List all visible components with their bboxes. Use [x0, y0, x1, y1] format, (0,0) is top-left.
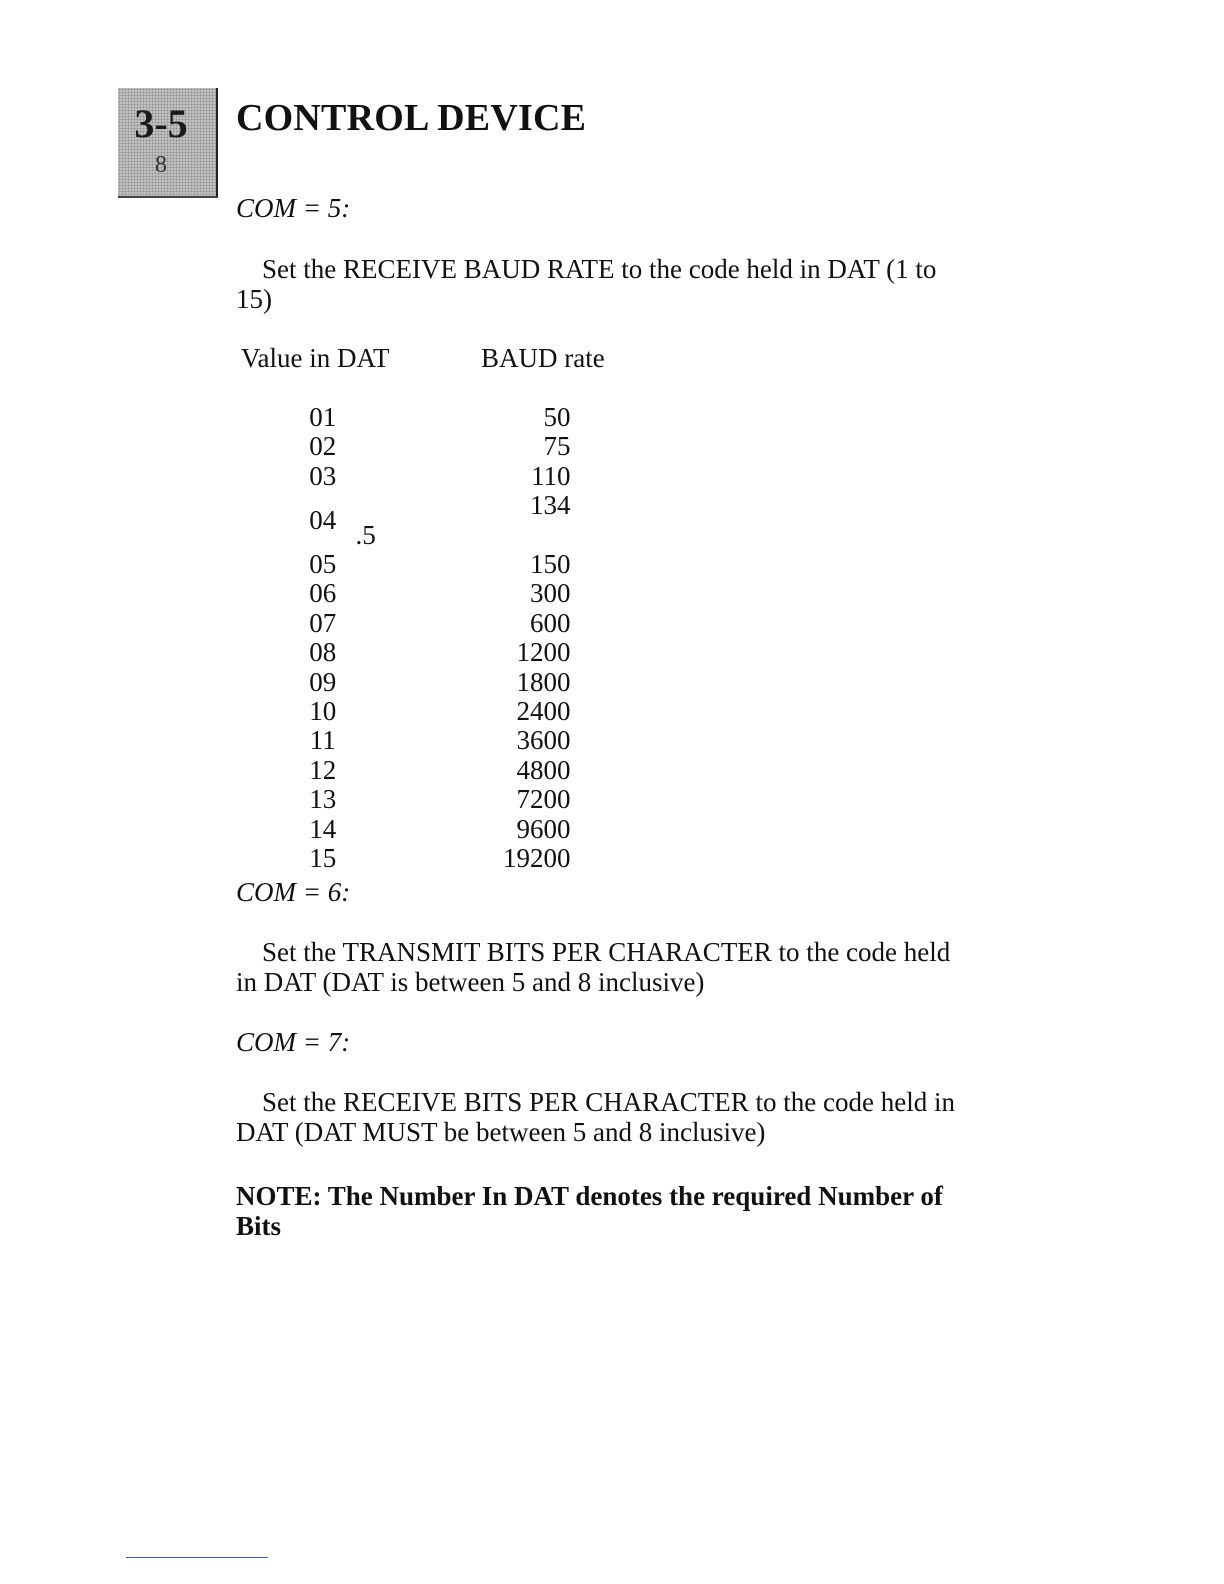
baud-rate-integer: 50	[543, 402, 571, 432]
baud-rate	[355, 403, 590, 432]
baud-rate	[355, 432, 590, 461]
baud-rate	[355, 697, 590, 726]
baud-rate-integer: 300	[529, 578, 571, 609]
baud-rate-integer: 2400	[516, 696, 571, 727]
section-number: 3-5	[134, 101, 188, 146]
com5-label: COM = 5:	[236, 193, 351, 223]
section-tab	[118, 88, 218, 198]
dat-value: 03	[309, 460, 337, 491]
column-header-baud: BAUD rate	[481, 343, 605, 373]
baud-rate	[355, 726, 590, 755]
dat-value: 15	[309, 843, 337, 874]
baud-rate	[355, 579, 590, 608]
baud-rate-integer: 7200	[516, 784, 571, 815]
baud-rate-fraction: .5	[355, 519, 376, 550]
dat-value: 06	[309, 578, 337, 609]
table-row	[290, 815, 590, 844]
baud-rate-table	[290, 403, 590, 874]
dat-value: 12	[309, 754, 337, 785]
table-row	[290, 726, 590, 755]
com6-description: Set the TRANSMIT BITS PER CHARACTER to the code held in DAT (DAT is between 5 and 8 inclusive)	[236, 937, 951, 997]
baud-rate	[355, 491, 590, 550]
note: NOTE: The Number In DAT denotes the required Number of Bits	[236, 1181, 943, 1241]
footer-rule	[126, 1557, 268, 1558]
com7-label: COM = 7:	[236, 1027, 351, 1057]
baud-rate-integer: 110	[530, 460, 571, 491]
baud-rate-integer: 3600	[516, 725, 571, 756]
dat-value: 05	[309, 549, 337, 580]
dat-value: 10	[309, 696, 337, 727]
table-row	[290, 579, 590, 608]
baud-rate-integer: 19200	[502, 843, 571, 874]
dat-value: 13	[309, 784, 337, 815]
baud-rate	[355, 550, 590, 579]
table-row	[290, 403, 590, 432]
table-row	[290, 491, 590, 550]
baud-rate	[355, 668, 590, 697]
table-row	[290, 432, 590, 461]
com5-description: Set the RECEIVE BAUD RATE to the code held in DAT (1 to 15)	[236, 254, 937, 314]
dat-value: 08	[309, 637, 337, 668]
dat-value: 11	[309, 725, 336, 756]
baud-rate	[355, 638, 590, 667]
table-row	[290, 638, 590, 667]
baud-rate	[355, 756, 590, 785]
baud-rate	[355, 844, 590, 873]
baud-rate-integer: 134	[529, 490, 571, 521]
table-row	[290, 844, 590, 873]
baud-rate-integer: 1800	[516, 666, 571, 697]
page-title: CONTROL DEVICE	[236, 97, 587, 139]
table-row	[290, 550, 590, 579]
dat-value: 07	[309, 607, 337, 638]
table-row	[290, 785, 590, 814]
section-subnumber: 8	[155, 152, 167, 178]
baud-rate	[355, 815, 590, 844]
table-row	[290, 462, 590, 491]
table-row	[290, 756, 590, 785]
table-row	[290, 668, 590, 697]
baud-rate-integer: 600	[529, 607, 571, 638]
dat-value: 01	[309, 402, 337, 432]
dat-value: 02	[309, 431, 337, 462]
table-row	[290, 697, 590, 726]
table-row	[290, 609, 590, 638]
baud-rate-integer: 9600	[516, 813, 571, 844]
dat-value: 04	[309, 504, 337, 535]
baud-rate-integer: 150	[529, 549, 571, 580]
baud-rate	[355, 609, 590, 638]
dat-value: 14	[309, 813, 337, 844]
baud-rate-integer: 75	[543, 431, 571, 462]
baud-rate	[355, 462, 590, 491]
com7-description: Set the RECEIVE BITS PER CHARACTER to the code held in DAT (DAT MUST be between 5 and 8 inclusive)	[236, 1087, 955, 1147]
baud-rate-integer: 4800	[516, 754, 571, 785]
com6-label: COM = 6:	[236, 877, 351, 907]
baud-rate-integer: 1200	[516, 637, 571, 668]
baud-rate	[355, 785, 590, 814]
dat-value: 09	[309, 666, 337, 697]
column-header-value: Value in DAT	[241, 343, 390, 373]
